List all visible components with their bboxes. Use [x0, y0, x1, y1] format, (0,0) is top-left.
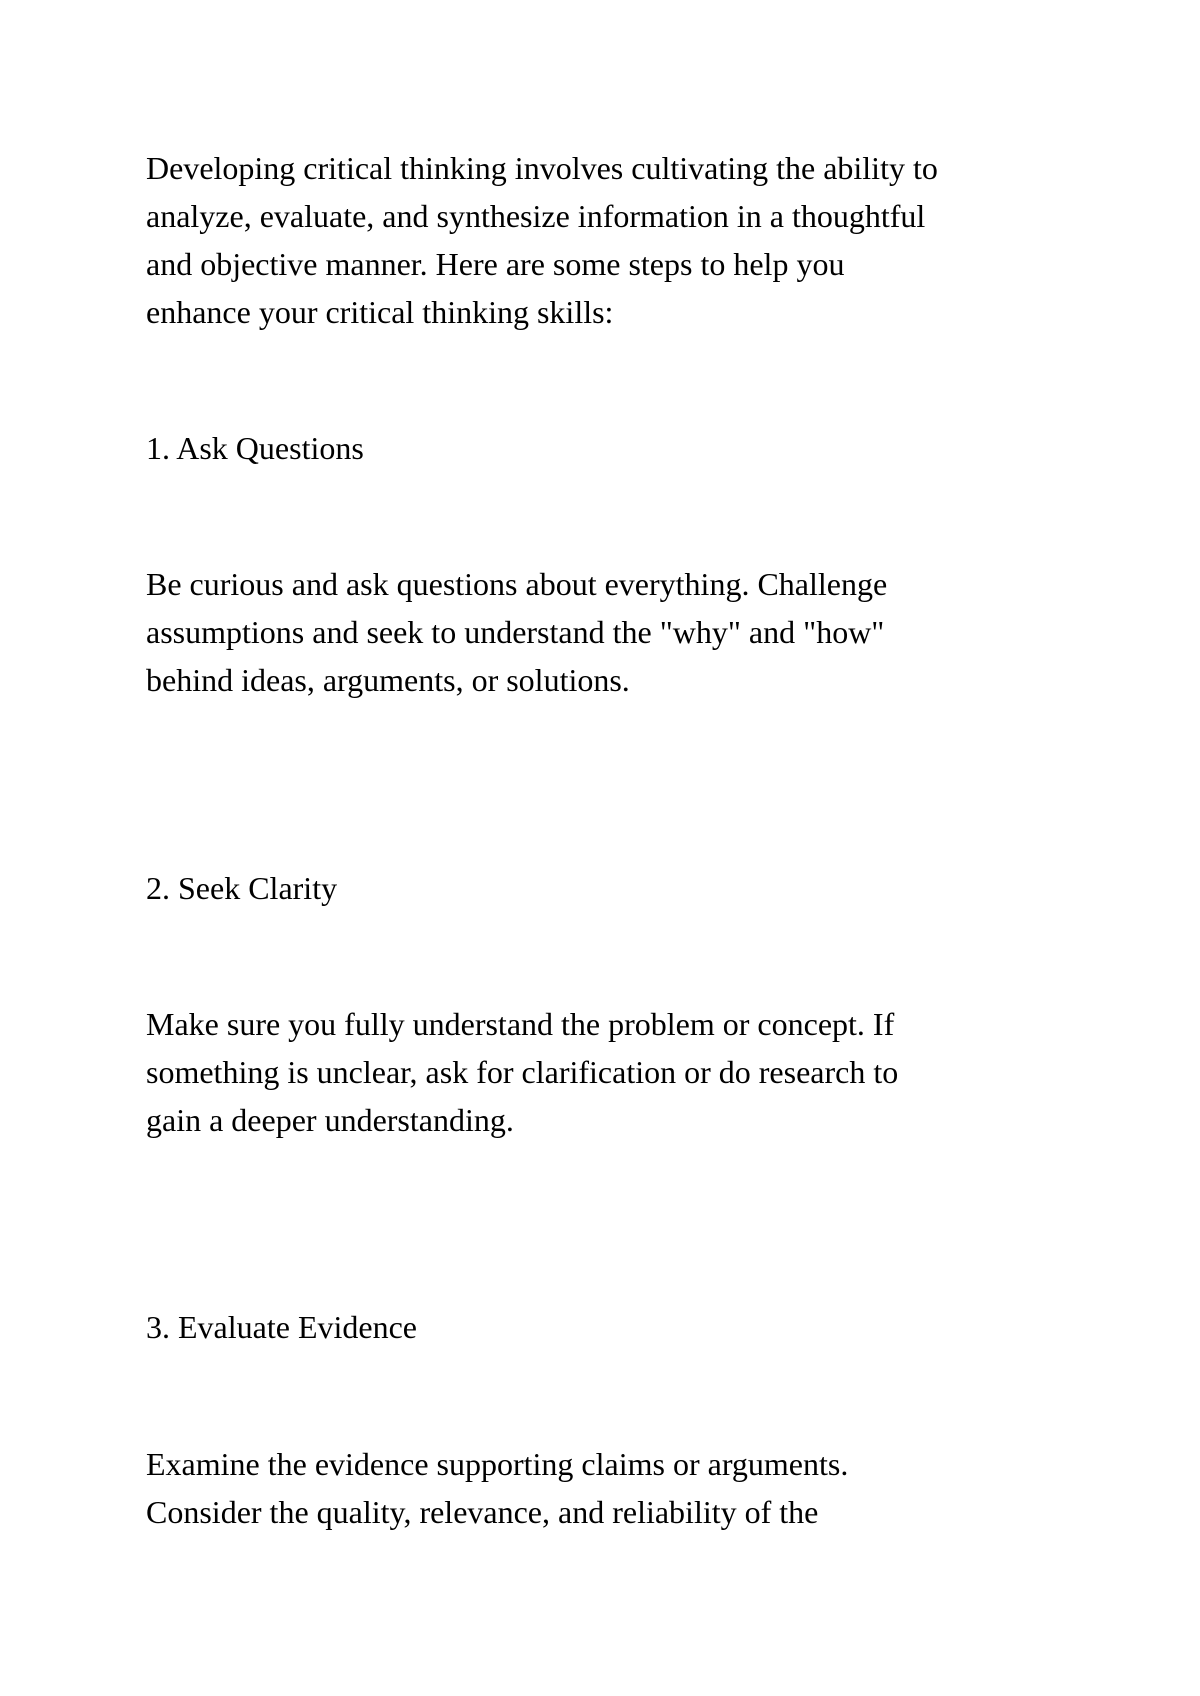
section-heading-ask-questions: 1. Ask Questions — [146, 430, 364, 466]
section-heading-seek-clarity: 2. Seek Clarity — [146, 870, 338, 906]
section-heading-evaluate-evidence: 3. Evaluate Evidence — [146, 1309, 417, 1345]
section-body-seek-clarity: Make sure you fully understand the problem or concept. If something is unclear, ask for clarification or do research to gain a deeper understanding. — [146, 1006, 899, 1138]
intro-paragraph: Developing critical thinking involves cultivating the ability to analyze, evaluate, and synthesize information in a thoughtful and objective manner. Here are some steps to help you enhance your critical thinking skills: — [146, 150, 938, 330]
section-body-evaluate-evidence: Examine the evidence supporting claims or arguments. Consider the quality, relevance, and reliability of the — [146, 1446, 849, 1530]
section-body-ask-questions: Be curious and ask questions about everything. Challenge assumptions and seek to understand the "why" and "how" behind ideas, arguments, or solutions. — [146, 566, 888, 698]
